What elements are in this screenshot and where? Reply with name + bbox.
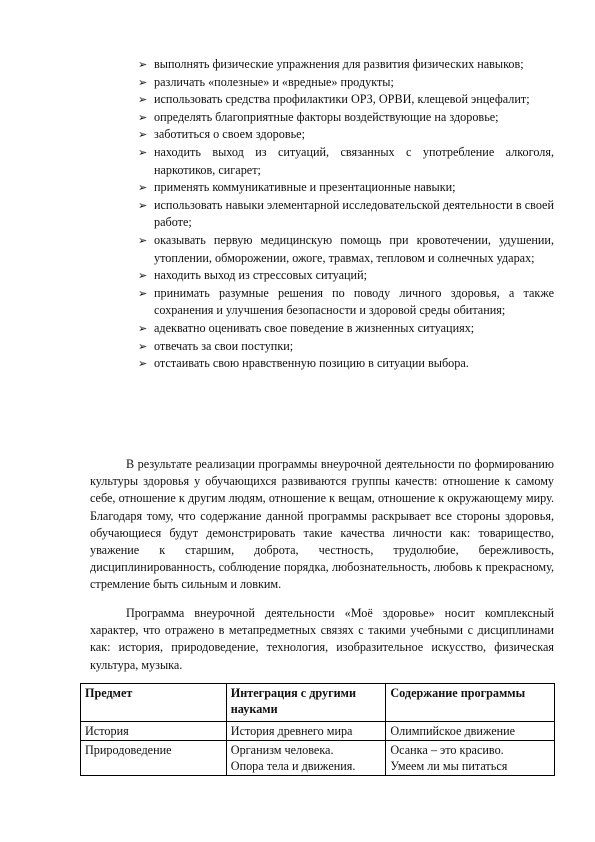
bullet-item: [138, 267, 554, 285]
column-header-integration: Интеграция с другими науками: [226, 684, 386, 722]
cell-line: Осанка – это красиво.: [390, 743, 504, 757]
content-cell: [386, 741, 555, 776]
bullet-item: [138, 56, 554, 74]
bullet-text: адекватно оценивать свое поведение в жизненных ситуациях;: [154, 320, 475, 335]
bullet-item: [138, 338, 554, 356]
arrow-bullet-icon: ➢: [138, 75, 148, 89]
bullet-item: [138, 74, 554, 92]
integration-table: [80, 683, 555, 776]
bullet-text: принимать разумные решения по поводу личного здоровья, а также сохранения и улучшения безопасности и здоровой среды обитания;: [154, 285, 554, 318]
bullet-item: [138, 179, 554, 197]
cell-line: Умеем ли мы питаться: [390, 759, 508, 773]
column-header-content: Содержание программы: [386, 684, 555, 722]
arrow-bullet-icon: ➢: [138, 357, 148, 371]
bullet-text: определять благоприятные факторы воздействующие на здоровье;: [154, 109, 499, 124]
arrow-bullet-icon: ➢: [138, 198, 148, 212]
column-header-subject: Предмет: [81, 684, 227, 722]
bullet-item: [138, 109, 554, 127]
bullet-text: применять коммуникативные и презентационные навыки;: [154, 180, 456, 195]
bullet-text: различать «полезные» и «вредные» продукты;: [154, 74, 394, 89]
bullet-item: [138, 285, 554, 320]
program-paragraph: Программа внеурочной деятельности «Моё здоровье» носит комплексный характер, что отражено в метапредметных связях с такими учебными с дисциплинами как: история, природоведение, технология, изобразительное искусство, физическая культура, музыка.: [90, 606, 554, 672]
bullet-text: оказывать первую медицинскую помощь при кровотечении, удушении, утоплении, обморожении, ожоге, травмах, тепловом и солнечных ударах;: [154, 232, 554, 265]
bullet-item: [138, 126, 554, 144]
arrow-bullet-icon: ➢: [138, 286, 148, 300]
table-row: [81, 741, 555, 776]
arrow-bullet-icon: ➢: [138, 233, 148, 247]
integration-cell: [226, 722, 386, 741]
table-row: [81, 722, 555, 741]
results-paragraph: В результате реализации программы внеурочной деятельности по формированию культуры здоровья у обучающихся развиваются группы качеств: отношение к самому себе, отношение к другим людям, отношение к вещам, отношение к окружающему миру. Благодаря тому, что содержание данной программы раскрывает все стороны здоровья, обучающиеся будут демонстрировать такие качества личности как: товарищество, уважение к старшим, доброта, честность, трудолюбие, бережливость, дисциплинированность, соблюдение порядка, любознательность, любовь к прекрасному, стремление быть сильным и ловким.: [90, 457, 554, 592]
bullet-text: находить выход из стрессовых ситуаций;: [154, 268, 367, 283]
arrow-bullet-icon: ➢: [138, 339, 148, 353]
bullet-text: отстаивать свою нравственную позицию в ситуации выбора.: [154, 356, 469, 371]
bullet-item: [138, 232, 554, 267]
cell-line: Опора тела и движения.: [230, 759, 356, 773]
cell-line: Олимпийское движение: [390, 724, 516, 738]
bullet-text: находить выход из ситуаций, связанных с употребление алкоголя, наркотиков, сигарет;: [154, 144, 554, 177]
arrow-bullet-icon: ➢: [138, 145, 148, 159]
skills-bullet-list: [138, 56, 554, 373]
bullet-text: заботиться о своем здоровье;: [154, 127, 305, 142]
cell-line: История древнего мира: [230, 724, 353, 738]
arrow-bullet-icon: ➢: [138, 93, 148, 107]
content-cell: [386, 722, 555, 741]
bullet-text: использовать навыки элементарной исследовательской деятельности в своей работе;: [154, 197, 554, 230]
subject-cell: История: [81, 722, 227, 741]
bullet-item: [138, 91, 554, 109]
bullet-item: [138, 320, 554, 338]
subject-cell: Природоведение: [81, 741, 227, 776]
bullet-text: отвечать за свои поступки;: [154, 338, 294, 353]
bullet-item: [138, 144, 554, 179]
arrow-bullet-icon: ➢: [138, 58, 148, 71]
bullet-item: [138, 355, 554, 373]
arrow-bullet-icon: ➢: [138, 321, 148, 335]
cell-line: Организм человека.: [230, 743, 334, 757]
arrow-bullet-icon: ➢: [138, 269, 148, 283]
bullet-text: использовать средства профилактики ОРЗ, ОРВИ, клещевой энцефалит;: [154, 92, 530, 107]
arrow-bullet-icon: ➢: [138, 128, 148, 142]
arrow-bullet-icon: ➢: [138, 181, 148, 195]
table-header-row: [81, 684, 555, 722]
arrow-bullet-icon: ➢: [138, 110, 148, 124]
integration-cell: [226, 741, 386, 776]
bullet-item: [138, 197, 554, 232]
bullet-text: выполнять физические упражнения для развития физических навыков;: [154, 57, 524, 71]
